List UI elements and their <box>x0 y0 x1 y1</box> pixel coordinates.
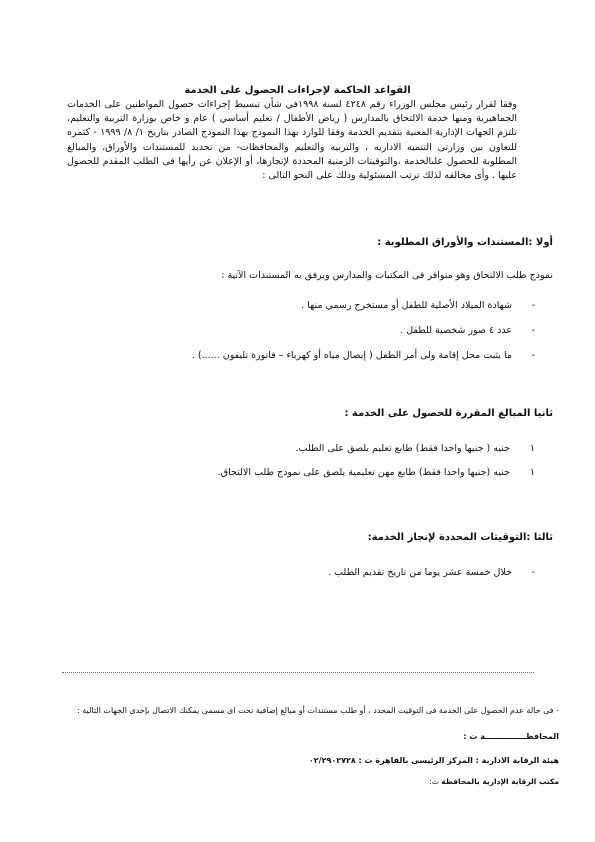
list-item-text: جنيه (جنيها واحدا فقط) طابع مهن تعليمية يلصق على نموذج طلب الالتحاق. <box>217 467 510 478</box>
list-item <box>192 350 535 361</box>
list-item-text: خلال خمسة عشر يوما من تاريخ تقديم الطلب . <box>328 567 512 578</box>
footer-office-name: مكتب الرقابة الإدارية بالمحافظة <box>441 777 559 786</box>
list-item-text: عدد ٤ صور شخصية للطفل . <box>400 325 512 336</box>
section-fees-heading: ثانيا المبالغ المقررة للحصول على الخدمة : <box>344 408 553 419</box>
footer-office-line <box>429 777 559 786</box>
list-item <box>400 325 535 336</box>
list-item <box>295 443 535 454</box>
list-item <box>218 467 535 478</box>
footer-authority-line: هيئة الرقابة الادارية : المركز الرئيسى بالقاهرة ت : ٠٢/٢٩٠٢٧٢٨ <box>308 756 559 765</box>
list-marker: - <box>531 300 535 311</box>
list-item <box>328 567 535 578</box>
document-title: القواعد الحاكمة لإجراءات الحصول على الخدمة <box>184 85 411 96</box>
intro-paragraph: وفقا لقرار رئيس مجلس الوزراء رقم ٤٢٤٨ لسنة ١٩٩٨في شأن تبسيط إجراءات حصول المواطنين على الخدمات الجماهيرية ومنها خدمة الالتحاق بالمدارس ( رياض الأطفال / تعليم أساسي ) عام و خاص بوزارة التربية والتعليم، تلتزم الجهات الإدارية المعنية بتقديم الخدمة وفقا للوارد بهذا النموذج بهذا النموذج الصادر بتاريخ ١/ ٨/ ١٩٩٩ - كثمره للتعاون بين وزارتى التنميه الاداريه ، والتربيه والتعليم والمحافظات- من تحديد للمستندات والأوراق، والمبالغ المطلوبة للحصول علىالخدمة ،والتوقيتات الزمنية المحددة لإنجازها، أو الإعلان عن رأيها فى الطلب المقدم للحصول عليها . وأى مخالفه لذلك ترتب المسئولية وذلك على النحو التالى : <box>67 99 518 182</box>
section-documents-lead: نموذج طلب الالتحاق وهو متوافر فى المكتبات والمدارس ويرفق به المستندات الآتية : <box>221 270 553 281</box>
list-item-text: جنيه ( جنيها واحدا فقط) طابع تعليم يلصق على الطلب. <box>295 443 510 454</box>
list-item-text: شهادة الميلاد الأصلية للطفل أو مستخرج رسمي منها . <box>301 300 512 311</box>
list-marker: - <box>531 350 535 361</box>
footer-note: - فى حالة عدم الحصول على الخدمة فى التوقيت المحدد ، أو طلب مستندات أو مبالغ إضافية تحت اى مسمى يمكنك الاتصال بإحدى الجهات التالية : <box>77 706 559 715</box>
list-marker: - <box>531 325 535 336</box>
section-timing-heading: ثالثا :التوقيتات المحددة لإنجاز الخدمة: <box>367 532 553 543</box>
list-marker: ١ <box>529 467 535 478</box>
list-marker: - <box>531 567 535 578</box>
footer-office-phone-label: ت: <box>429 777 442 786</box>
list-item-text: ما يثبت محل إقامة ولى أمر الطفل ( إيصال مياه أو كهرباء – فاتورة تليفون ......) . <box>191 350 512 361</box>
footer-governorate-line: المحافظـــــــــــــــة ت : <box>463 732 559 741</box>
list-marker: ١ <box>529 443 535 454</box>
list-item <box>301 300 535 311</box>
section-documents-heading: أولا :المستندات والأوراق المطلوبة : <box>377 237 553 248</box>
dotted-divider <box>62 672 534 673</box>
